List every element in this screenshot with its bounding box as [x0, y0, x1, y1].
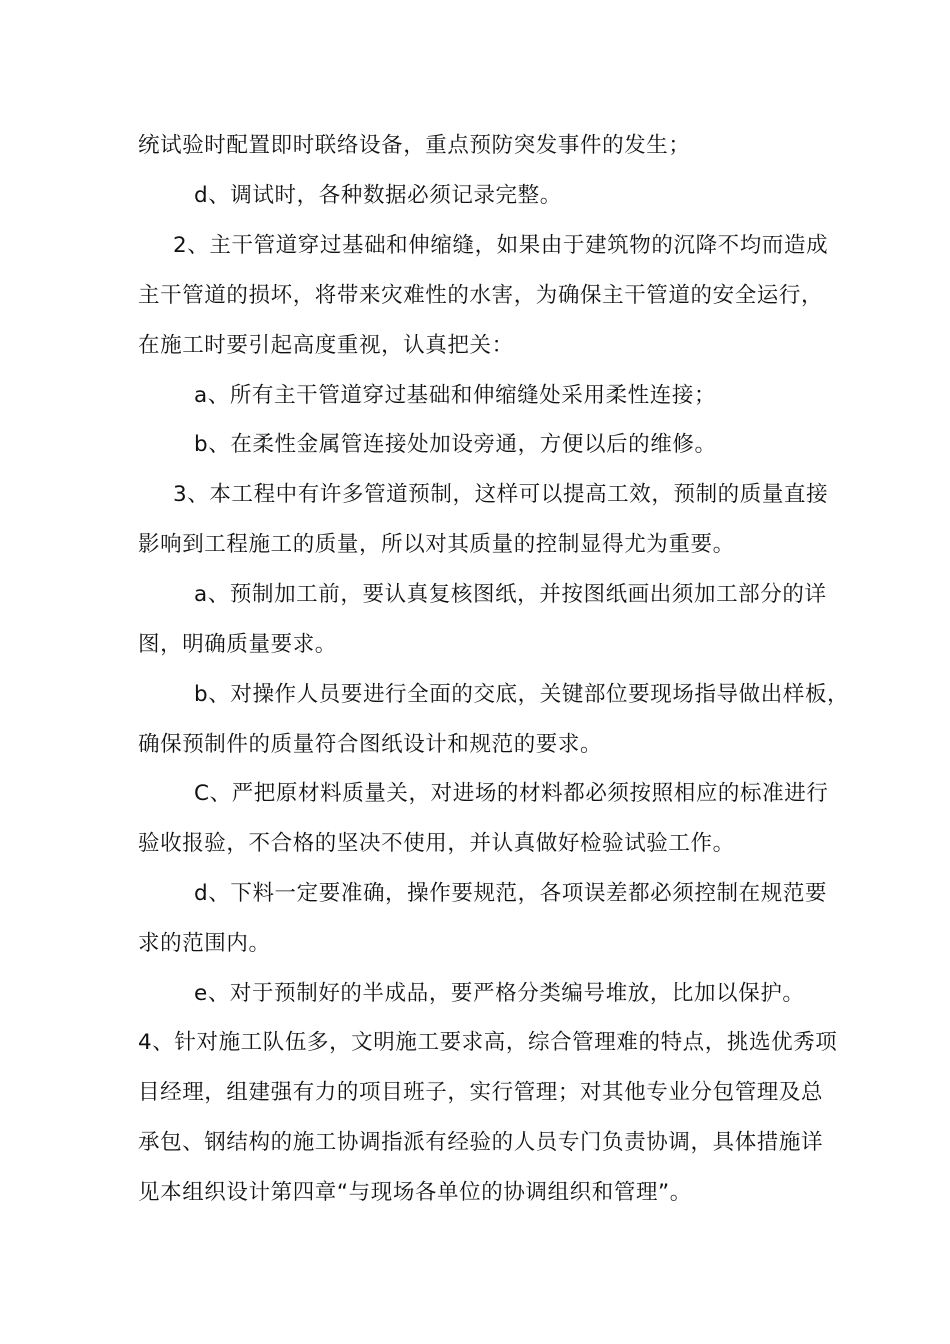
text-line: a、所有主干管道穿过基础和伸缩缝处采用柔性连接； — [194, 383, 717, 408]
text-line: 图，明确质量要求。 — [138, 632, 337, 657]
text-line: 目经理，组建强有力的项目班子，实行管理；对其他专业分包管理及总 — [138, 1080, 824, 1105]
text-line: 4、针对施工队伍多，文明施工要求高，综合管理难的特点，挑选优秀项 — [138, 1030, 838, 1055]
text-line: 2、主干管道穿过基础和伸缩缝，如果由于建筑物的沉降不均而造成 — [173, 233, 829, 258]
text-line: 确保预制件的质量符合图纸设计和规范的要求。 — [138, 732, 603, 757]
text-line: 承包、钢结构的施工协调指派有经验的人员专门负责协调，具体措施详 — [138, 1130, 824, 1155]
text-line: 求的范围内。 — [138, 931, 271, 956]
text-line: b、对操作人员要进行全面的交底，关键部位要现场指导做出样板， — [194, 682, 850, 707]
text-line: d、调试时，各种数据必须记录完整。 — [194, 183, 562, 208]
text-line: 验收报验，不合格的坚决不使用，并认真做好检验试验工作。 — [138, 831, 735, 856]
text-line: e、对于预制好的半成品，要严格分类编号堆放，比加以保护。 — [194, 981, 805, 1006]
text-line: 统试验时配置即时联络设备，重点预防突发事件的发生； — [138, 133, 691, 158]
text-line: 见本组织设计第四章“与现场各单位的协调组织和管理”。 — [138, 1180, 692, 1205]
text-line: a、预制加工前，要认真复核图纸，并按图纸画出须加工部分的详 — [194, 582, 827, 607]
text-line: 主干管道的损坏，将带来灾难性的水害，为确保主干管道的安全运行， — [138, 283, 824, 308]
text-line: 在施工时要引起高度重视，认真把关： — [138, 333, 514, 358]
text-line: b、在柔性金属管连接处加设旁通，方便以后的维修。 — [194, 432, 717, 457]
text-line: 影响到工程施工的质量，所以对其质量的控制显得尤为重要。 — [138, 532, 735, 557]
text-line: C、严把原材料质量关，对进场的材料都必须按照相应的标准进行 — [194, 781, 829, 806]
text-line: d、下料一定要准确，操作要规范，各项误差都必须控制在规范要 — [194, 881, 828, 906]
text-line: 3、本工程中有许多管道预制，这样可以提高工效，预制的质量直接 — [173, 482, 829, 507]
